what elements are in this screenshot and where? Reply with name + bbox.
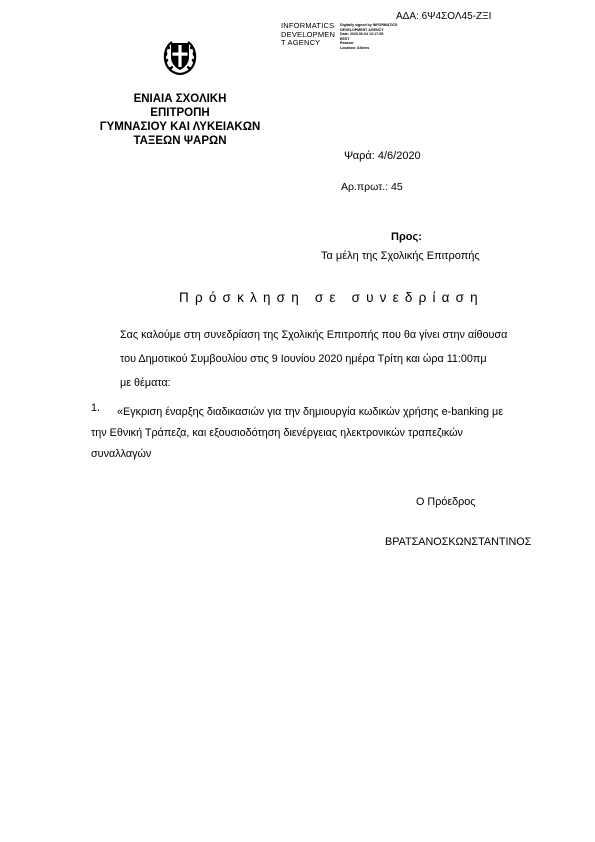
chair-name: ΒΡΑΤΣΑΝΟΣΚΩΝΣΤΑΝΤΙΝΟΣ [385, 536, 532, 548]
signature-detail-line: Reason: [340, 41, 355, 46]
signer-line: DEVELOPMEN [281, 29, 336, 39]
sender-line: ΕΠΙΤΡΟΠΗ [150, 107, 210, 119]
recipient-value: Τα μέλη της Σχολικής Επιτροπής [321, 250, 480, 262]
signer-line: T AGENCY [281, 38, 321, 48]
signature-signer [281, 22, 335, 48]
intro-line: του Δημοτικού Συμβουλίου στις 9 Ιουνίου 2020 ημέρα Τρίτη και ώρα 11:00πμ [120, 353, 487, 365]
agenda-item-line: συναλλαγών [91, 448, 152, 460]
signature-detail-line: Date: 2020.06.04 13:17:55 [340, 32, 384, 37]
sender-block [80, 92, 280, 148]
document-title: Πρόσκληση σε συνεδρίαση [179, 290, 484, 305]
signature-detail-line: EEST [340, 36, 350, 41]
signature-detail-line: DEVELOPMENT AGENCY [340, 27, 384, 32]
signature-details [340, 23, 397, 51]
intro-line: με θέματα: [120, 377, 171, 389]
ada-code: ΑΔΑ: 6Ψ4ΣΟΛ45-ΖΞΙ [396, 11, 492, 22]
signature-detail-line: Location: Athens [340, 45, 370, 50]
greek-coat-of-arms-icon [162, 37, 198, 77]
intro-paragraph [120, 323, 507, 395]
agenda-item-line: την Εθνική Τράπεζα, και εξουσιοδότηση διενέργειας ηλεκτρονικών τραπεζικών [91, 427, 463, 439]
intro-line: Σας καλούμε στη συνεδρίαση της Σχολικής Επιτροπής που θα γίνει στην αίθουσα [120, 329, 508, 341]
protocol-number: Αρ.πρωτ.: 45 [341, 181, 403, 193]
agenda-item [91, 402, 503, 465]
place-date: Ψαρά: 4/6/2020 [344, 150, 421, 162]
recipient-label: Προς: [391, 231, 422, 243]
signature-detail-line: Digitally signed by INFORMATICS [340, 23, 398, 27]
digital-signature-stamp [281, 21, 398, 50]
agenda-item-number: 1. [91, 402, 101, 414]
sender-line: ΕΝΙΑΙΑ ΣΧΟΛΙΚΗ [133, 93, 227, 105]
signer-line: INFORMATICS [281, 21, 335, 30]
sender-line: ΓΥΜΝΑΣΙΟΥ ΚΑΙ ΛΥΚΕΙΑΚΩΝ [99, 121, 261, 133]
chair-title: Ο Πρόεδρος [416, 496, 476, 508]
agenda-item-line: «Εγκριση έναρξης διαδικασιών για την δημιουργία κωδικών χρήσης e-banking με [117, 406, 504, 418]
sender-line: ΤΑΞΕΩΝ ΨΑΡΩΝ [133, 135, 227, 147]
